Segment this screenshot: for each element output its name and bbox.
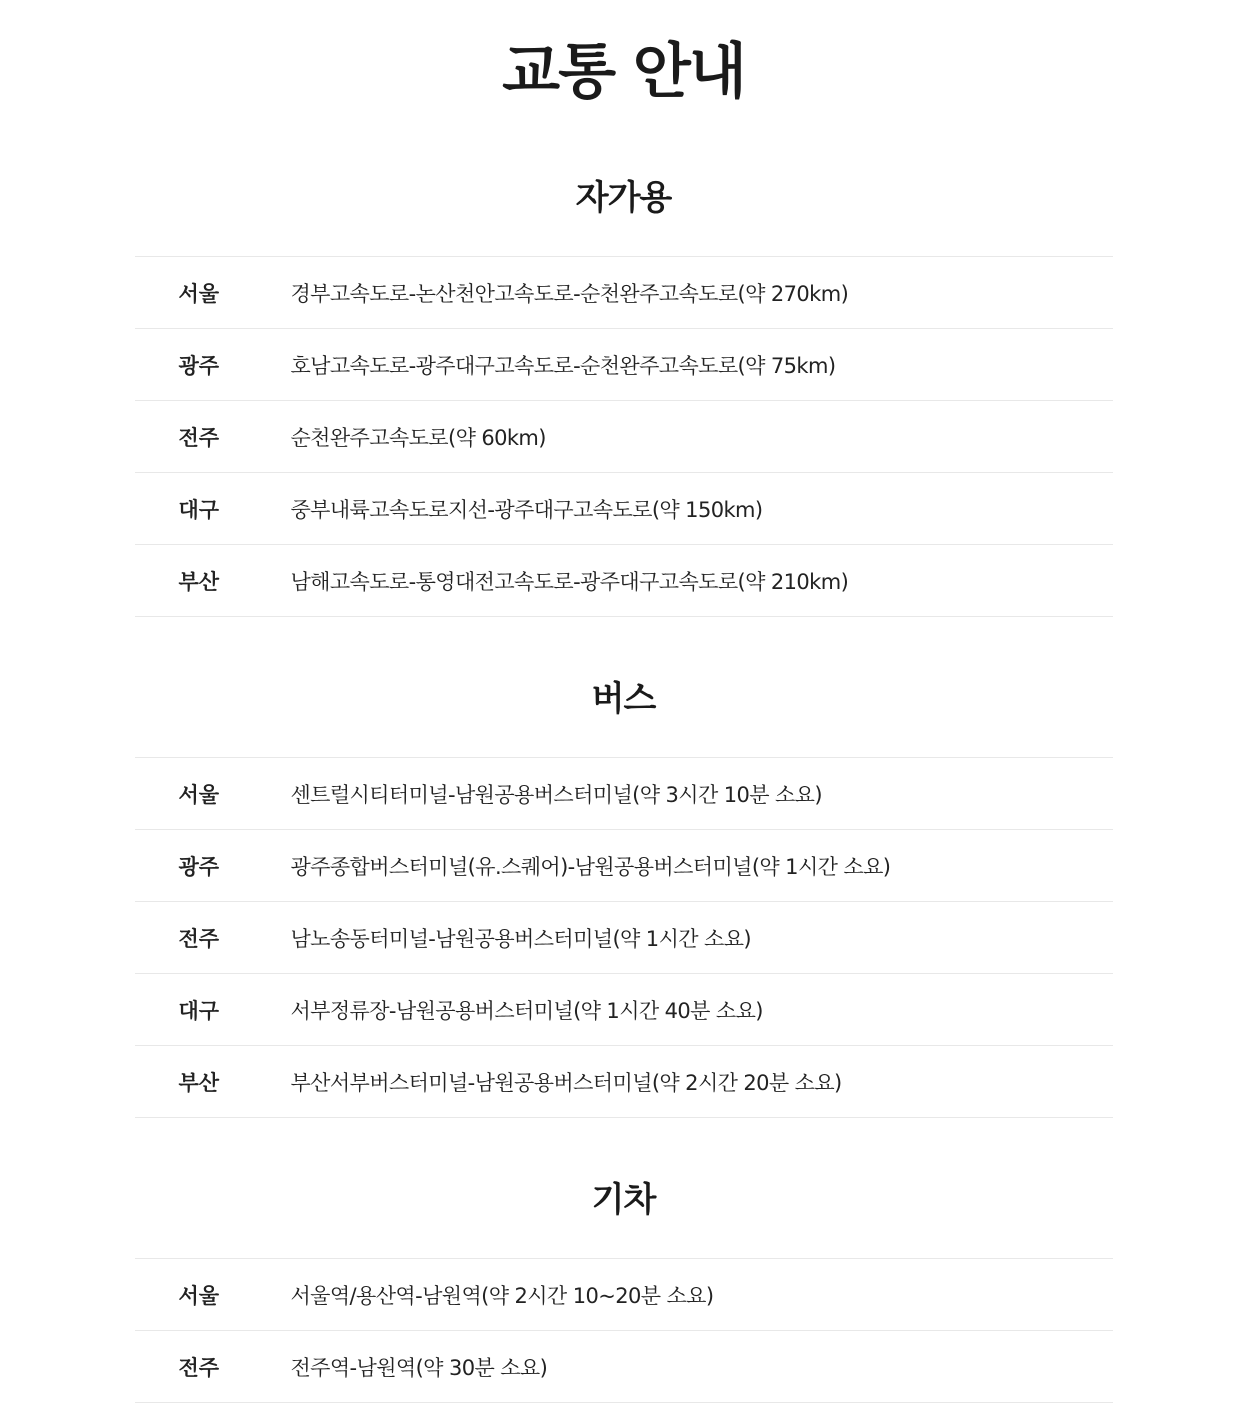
section-title-train: 기차	[591, 1180, 656, 1220]
route-city: 부산	[178, 569, 220, 594]
route-description: 중부내륙고속도로지선-광주대구고속도로(약 150km)	[290, 497, 763, 522]
route-description: 센트럴시티터미널-남원공용버스터미널(약 3시간 10분 소요)	[290, 782, 822, 807]
section-train	[135, 1142, 1113, 1403]
route-description: 서울역/용산역-남원역(약 2시간 10~20분 소요)	[290, 1283, 714, 1308]
route-list-bus	[135, 757, 1113, 1118]
route-row	[135, 830, 1113, 902]
route-row	[135, 1046, 1113, 1118]
route-row	[135, 473, 1113, 545]
route-row	[135, 974, 1113, 1046]
route-city: 광주	[178, 353, 220, 378]
section-bus	[135, 641, 1113, 1118]
route-city: 광주	[178, 854, 220, 879]
route-description: 남해고속도로-통영대전고속도로-광주대구고속도로(약 210km)	[290, 569, 849, 594]
route-description: 전주역-남원역(약 30분 소요)	[290, 1355, 548, 1380]
route-list-car	[135, 256, 1113, 617]
route-row	[135, 902, 1113, 974]
route-city: 부산	[178, 1070, 220, 1095]
route-city: 대구	[178, 497, 220, 522]
route-description: 남노송동터미널-남원공용버스터미널(약 1시간 소요)	[290, 926, 751, 951]
section-title-car: 자가용	[575, 178, 672, 218]
route-list-train	[135, 1258, 1113, 1403]
route-row	[135, 1331, 1113, 1403]
route-row	[135, 758, 1113, 830]
route-description: 호남고속도로-광주대구고속도로-순천완주고속도로(약 75km)	[290, 353, 836, 378]
route-row	[135, 1259, 1113, 1331]
route-description: 서부정류장-남원공용버스터미널(약 1시간 40분 소요)	[290, 998, 763, 1023]
route-row	[135, 401, 1113, 473]
section-car	[135, 140, 1113, 617]
page-title: 교통 안내	[502, 37, 745, 107]
section-title-bus: 버스	[591, 679, 656, 719]
route-description: 경부고속도로-논산천안고속도로-순천완주고속도로(약 270km)	[290, 281, 849, 306]
route-city: 전주	[178, 425, 220, 450]
route-city: 서울	[178, 281, 220, 306]
route-city: 서울	[178, 1283, 220, 1308]
route-city: 전주	[178, 926, 220, 951]
route-description: 순천완주고속도로(약 60km)	[290, 425, 546, 450]
route-row	[135, 329, 1113, 401]
route-city: 전주	[178, 1355, 220, 1380]
route-city: 서울	[178, 782, 220, 807]
route-city: 대구	[178, 998, 220, 1023]
route-description: 부산서부버스터미널-남원공용버스터미널(약 2시간 20분 소요)	[290, 1070, 842, 1095]
route-row	[135, 257, 1113, 329]
route-row	[135, 545, 1113, 617]
route-description: 광주종합버스터미널(유.스퀘어)-남원공용버스터미널(약 1시간 소요)	[290, 854, 891, 879]
